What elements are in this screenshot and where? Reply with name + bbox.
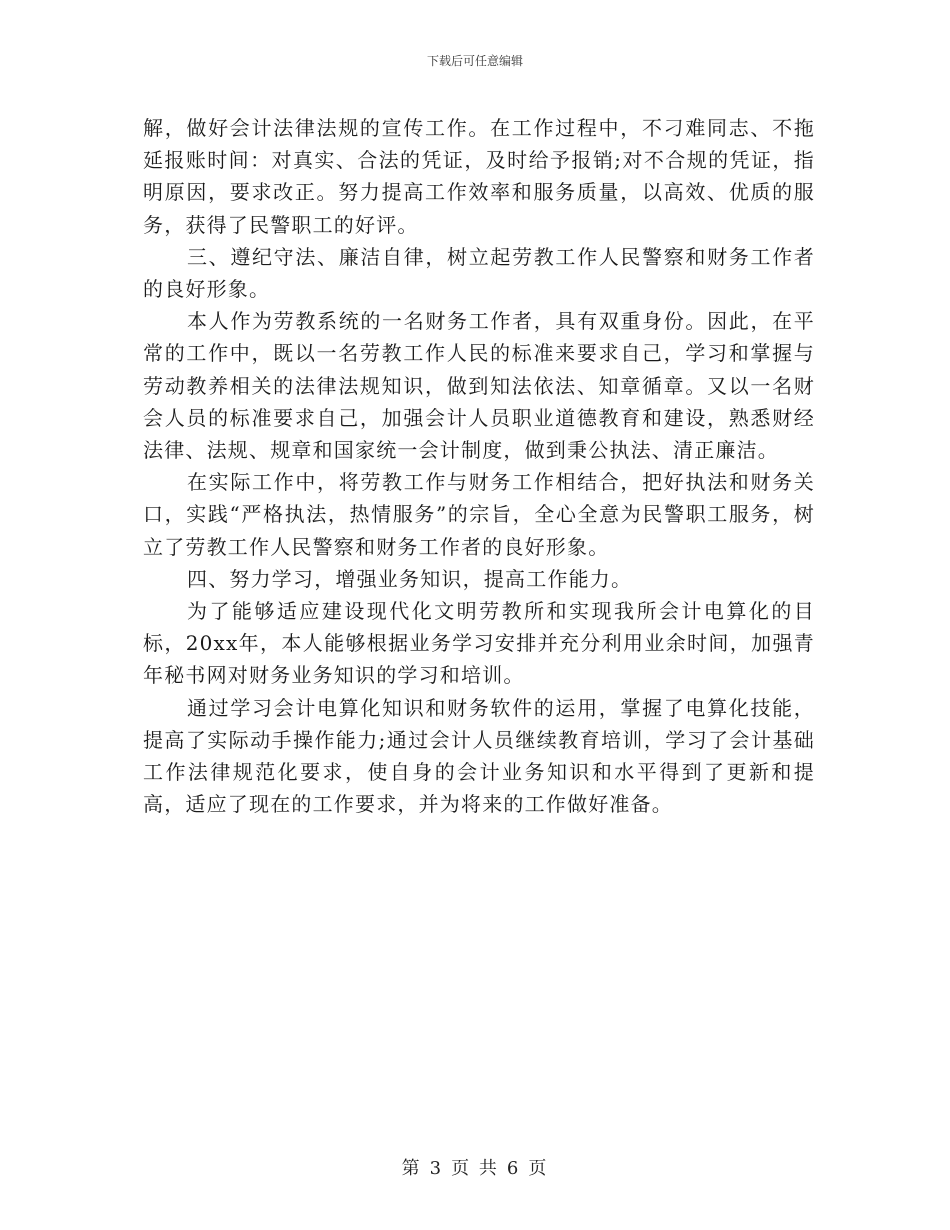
paragraph: 在实际工作中，将劳教工作与财务工作相结合，把好执法和财务关口，实践“严格执法，热情服务”的宗旨，全心全意为民警职工服务，树立了劳教工作人民警察和财务工作者的良好形象。 bbox=[143, 470, 815, 559]
footer-label-of: 页 共 bbox=[451, 1158, 499, 1179]
footer-total-pages: 6 bbox=[506, 1158, 521, 1179]
paragraph: 通过学习会计电算化知识和财务软件的运用，掌握了电算化技能，提高了实际动手操作能力;通过会计人员继续教育培训，学习了会计基础工作法律规范化要求，使自身的会计业务知识和水平得到了更新和提高，适应了现在的工作要求，并为将来的工作做好准备。 bbox=[143, 695, 815, 817]
footer-label-page: 第 bbox=[401, 1158, 422, 1179]
page-header: 下载后可任意编辑 bbox=[426, 54, 523, 68]
page-footer bbox=[0, 1154, 950, 1180]
section-heading-4: 四、努力学习，增强业务知识，提高工作能力。 bbox=[187, 566, 633, 591]
paragraph: 本人作为劳教系统的一名财务工作者，具有双重身份。因此，在平常的工作中，既以一名劳教工作人民的标准来要求自己，学习和掌握与劳动教养相关的法律法规知识，做到知法依法、知章循章。又以一名财会人员的标准要求自己，加强会计人员职业道德教育和建设，熟悉财经法律、法规、规章和国家统一会计制度，做到秉公执法、清正廉洁。 bbox=[143, 309, 815, 463]
document-body bbox=[143, 112, 815, 820]
footer-current-page: 3 bbox=[429, 1158, 444, 1179]
section-heading-3: 三、遵纪守法、廉洁自律，树立起劳教工作人民警察和财务工作者的良好形象。 bbox=[143, 244, 815, 302]
paragraph: 为了能够适应建设现代化文明劳教所和实现我所会计电算化的目标，20xx年，本人能够根据业务学习安排并充分利用业余时间，加强青年秘书网对财务业务知识的学习和培训。 bbox=[143, 599, 815, 688]
footer-label-end: 页 bbox=[528, 1158, 549, 1179]
paragraph: 解，做好会计法律法规的宣传工作。在工作过程中，不刁难同志、不拖延报账时间：对真实、合法的凭证，及时给予报销;对不合规的凭证，指明原因，要求改正。努力提高工作效率和服务质量，以高效、优质的服务，获得了民警职工的好评。 bbox=[143, 116, 815, 237]
